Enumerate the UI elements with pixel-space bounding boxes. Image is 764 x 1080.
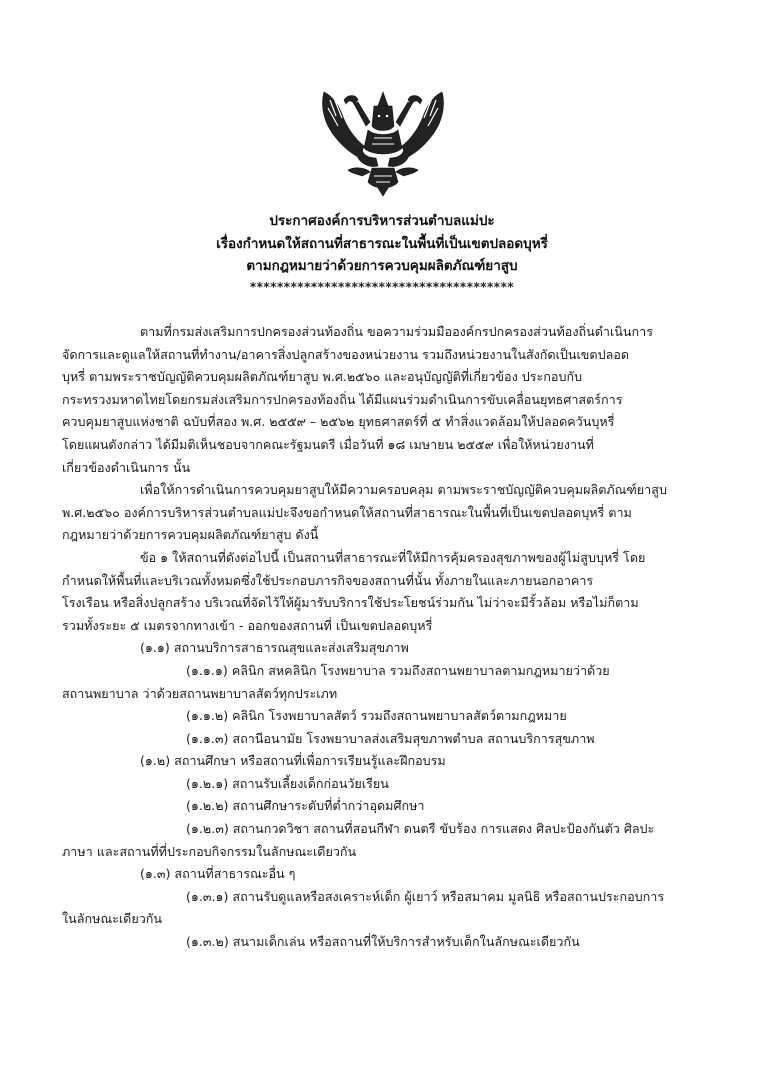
body-line: โดยแผนดังกล่าว ได้มีมติเห็นชอบจากคณะรัฐมนตรี เมื่อวันที่ ๑๘ เมษายน ๒๕๕๙ เพื่อให้หน่วยงานที่: [62, 436, 594, 452]
clause-1-3-1-continued: ในลักษณะเดียวกัน: [62, 911, 163, 927]
clause-1-3-2: (๑.๓.๒) สนามเด็กเล่น หรือสถานที่ให้บริการสำหรับเด็กในลักษณะเดียวกัน: [186, 934, 580, 950]
body-line: กฎหมายว่าด้วยการควบคุมผลิตภัณฑ์ยาสูบ ดังนี้: [62, 527, 319, 543]
clause-1-3-heading: (๑.๓) สถานที่สาธารณะอื่น ๆ: [140, 866, 296, 882]
header-separator: ***************************************: [249, 279, 515, 294]
clause-1-2-3: (๑.๒.๓) สถานกวดวิชา สถานที่สอนกีฬา ดนตรี ขับร้อง การแสดง ศิลปะป้องกันตัว ศิลปะ: [186, 821, 655, 837]
announcement-issuer: ประกาศองค์การบริหารส่วนตำบลแม่ปะ: [269, 213, 495, 229]
announcement-body: [62, 321, 707, 954]
clause-1-3-1: (๑.๓.๑) สถานรับดูแลหรือสงเคราะห์เด็ก ผู้เยาว์ หรือสมาคม มูลนิธิ หรือสถานประกอบการ: [186, 888, 665, 904]
clause-1-line: ข้อ ๑ ให้สถานที่ดังต่อไปนี้ เป็นสถานที่สาธารณะที่ให้มีการคุ้มครองสุขภาพของผู้ไม่สูบบุหรี่ โดย: [140, 549, 646, 565]
clause-1-2-2: (๑.๒.๒) สถานศึกษาระดับที่ต่ำกว่าอุดมศึกษา: [186, 798, 425, 814]
clause-1-2-3-continued: ภาษา และสถานที่ที่ประกอบกิจกรรมในลักษณะเดียวกัน: [62, 843, 357, 859]
clause-1-2-1: (๑.๒.๑) สถานรับเลี้ยงเด็กก่อนวัยเรียน: [186, 775, 389, 791]
body-line: เกี่ยวข้องดำเนินการ นั้น: [62, 459, 191, 475]
clause-1-line: โรงเรือน หรือสิ่งปลูกสร้าง บริเวณที่จัดไว้ให้ผู้มารับบริการใช้ประโยชน์ร่วมกัน ไม่ว่าจะมีรั้วล้อม หรือไม่ก็ตาม: [62, 595, 639, 611]
body-line: บุหรี่ ตามพระราชบัญญัติควบคุมผลิตภัณฑ์ยาสูบ พ.ศ.๒๕๖๐ และอนุบัญญัติที่เกี่ยวข้อง ประกอบกับ: [62, 369, 583, 385]
clause-1-2-heading: (๑.๒) สถานศึกษา หรือสถานที่เพื่อการเรียนรู้และฝึกอบรม: [140, 753, 446, 769]
clause-1-line: กำหนดให้พื้นที่และบริเวณทั้งหมดซึ่งใช้ประกอบภารกิจของสถานที่นั้น ทั้งภายในและภายนอกอาคาร: [62, 572, 594, 588]
clause-1-1-heading: (๑.๑) สถานบริการสาธารณสุขและส่งเสริมสุขภาพ: [140, 640, 409, 656]
announcement-subject: เรื่องกำหนดให้สถานที่สาธารณะในพื้นที่เป็นเขตปลอดบุหรี่: [216, 235, 548, 252]
body-line: เพื่อให้การดำเนินการควบคุมยาสูบให้มีความครอบคลุม ตามพระราชบัญญัติควบคุมผลิตภัณฑ์ยาสูบ: [140, 482, 667, 498]
body-line: กระทรวงมหาดไทยโดยกรมส่งเสริมการปกครองท้องถิ่น ได้มีแผนร่วมดำเนินการขับเคลื่อนยุทธศาสตร์การ: [62, 391, 623, 407]
body-line: พ.ศ.๒๕๖๐ องค์การบริหารส่วนตำบลแม่ปะจึงขอกำหนดให้สถานที่สาธารณะในพื้นที่เป็นเขตปลอดบุหรี่ ตาม: [62, 504, 632, 520]
announcement-law-reference: ตามกฎหมายว่าด้วยการควบคุมผลิตภัณฑ์ยาสูบ: [246, 258, 518, 274]
announcement-header: [0, 210, 764, 296]
clause-1-1-1-continued: สถานพยาบาล ว่าด้วยสถานพยาบาลสัตว์ทุกประเภท: [62, 685, 338, 701]
clause-1-1-2: (๑.๑.๒) คลินิก โรงพยาบาลสัตว์ รวมถึงสถานพยาบาลสัตว์ตามกฎหมาย: [186, 708, 567, 724]
body-line: ตามที่กรมส่งเสริมการปกครองส่วนท้องถิ่น ขอความร่วมมือองค์กรปกครองส่วนท้องถิ่นดำเนินการ: [140, 324, 653, 339]
clause-1-1-3: (๑.๑.๓) สถานีอนามัย โรงพยาบาลส่งเสริมสุขภาพตำบล สถานบริการสุขภาพ: [186, 730, 595, 746]
garuda-emblem-icon: [318, 86, 448, 198]
body-line: จัดการและดูแลให้สถานที่ทำงาน/อาคารสิ่งปลูกสร้างของหน่วยงาน รวมถึงหน่วยงานในสังกัดเป็นเขตปลอด: [62, 346, 630, 362]
clause-1-line: รวมทั้งระยะ ๕ เมตรจากทางเข้า - ออกของสถานที่ เป็นเขตปลอดบุหรี่: [62, 617, 433, 633]
body-line: ควบคุมยาสูบแห่งชาติ ฉบับที่สอง พ.ศ. ๒๕๕๙ – ๒๕๖๒ ยุทธศาสตร์ที่ ๕ ทำสิ่งแวดล้อมให้ปลอดควันบุหรี่: [62, 414, 615, 430]
clause-1-1-1: (๑.๑.๑) คลินิก สหคลินิก โรงพยาบาล รวมถึงสถานพยาบาลตามกฎหมายว่าด้วย: [186, 662, 610, 678]
